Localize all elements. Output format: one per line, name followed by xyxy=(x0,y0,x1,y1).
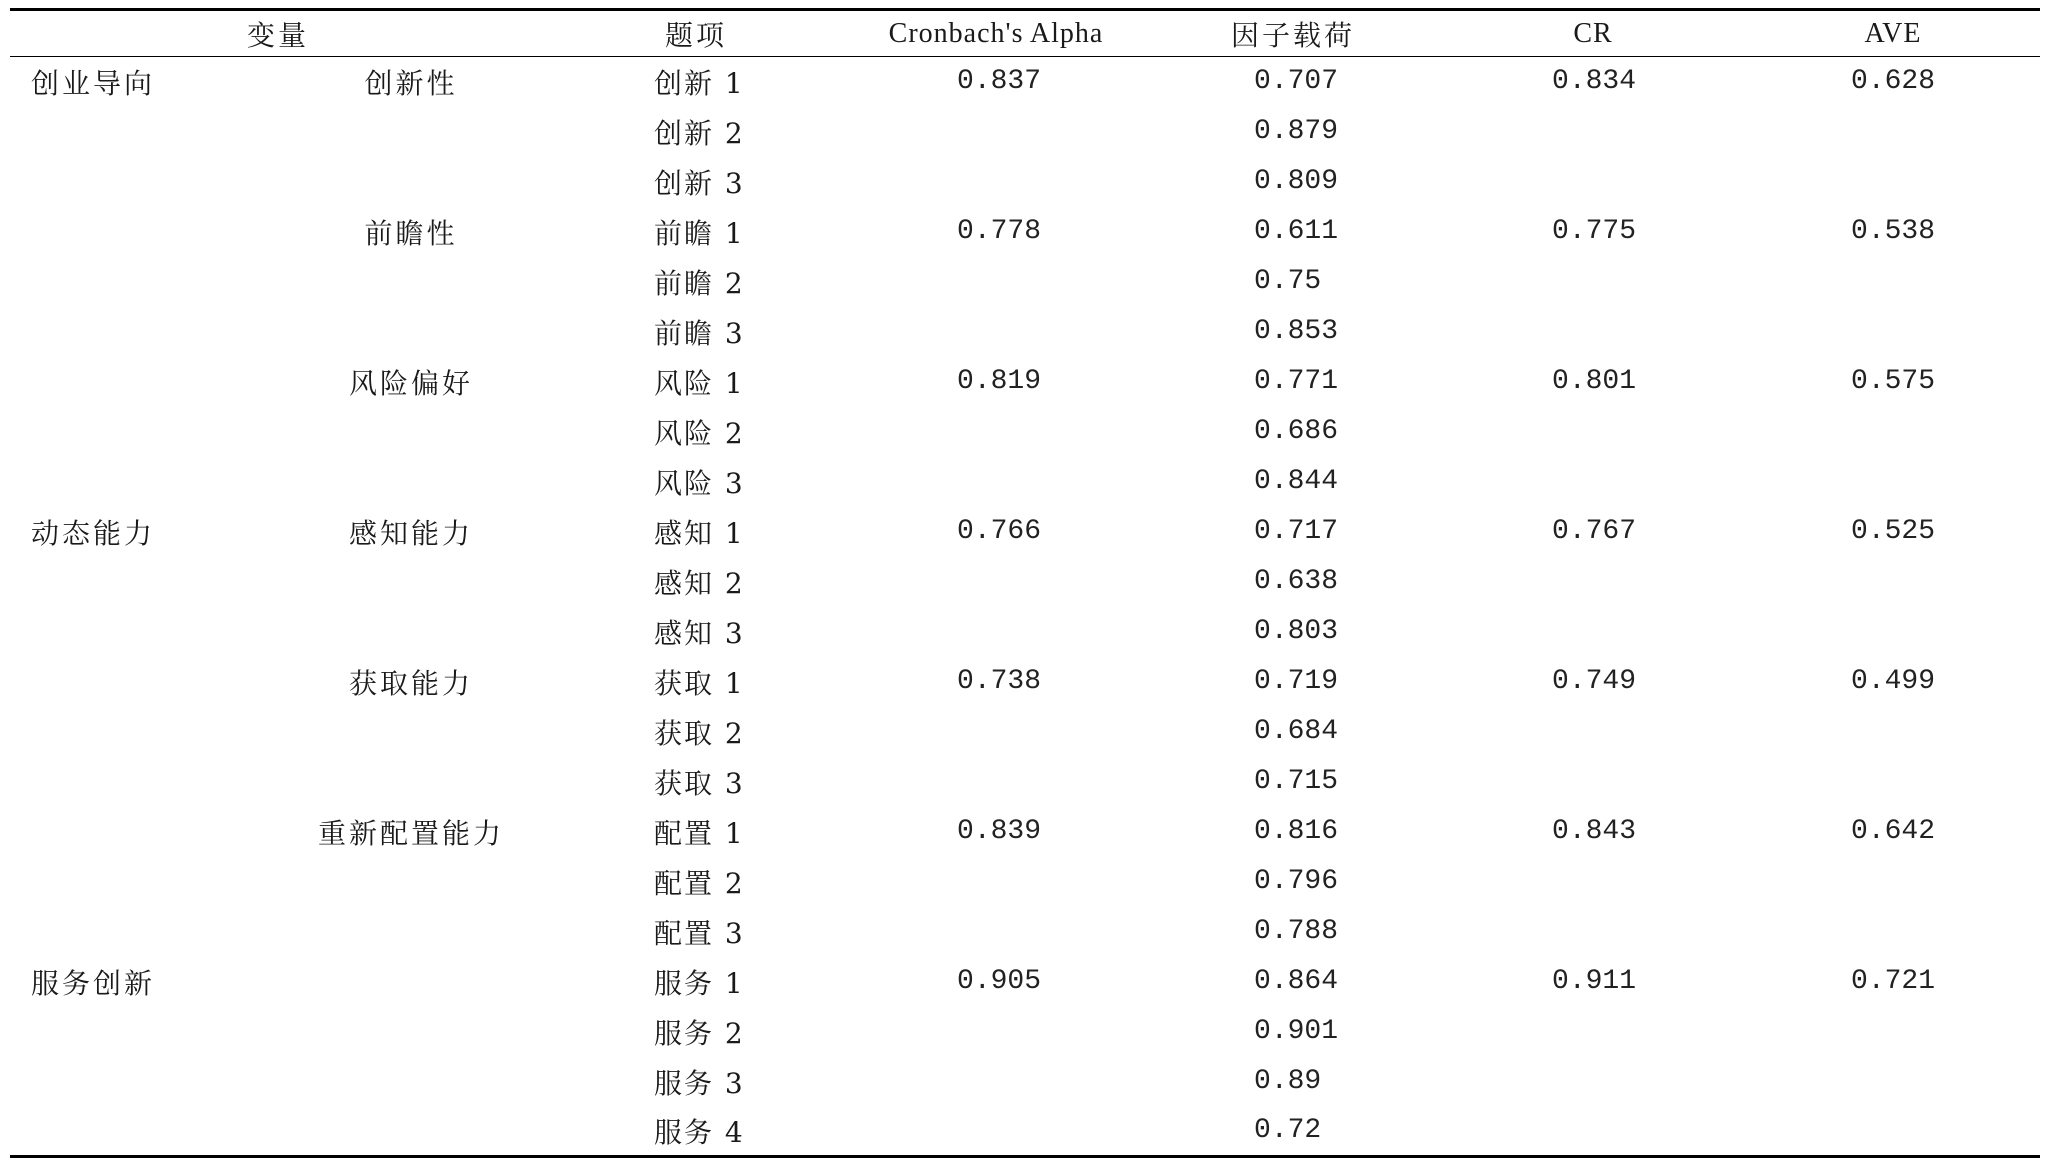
table-row xyxy=(10,757,2040,807)
ave-cell xyxy=(1746,307,2040,357)
header-loading: 因子载荷 xyxy=(1146,10,1440,57)
alpha-cell: 0.766 xyxy=(957,516,1042,547)
category-cell: 动态能力 xyxy=(31,516,156,550)
ave-cell: 0.499 xyxy=(1851,666,1936,697)
alpha-cell xyxy=(846,157,1146,207)
cr-cell: 0.749 xyxy=(1552,666,1637,697)
ave-cell xyxy=(1746,607,2040,657)
loading-cell: 0.715 xyxy=(1254,766,1339,797)
category-cell xyxy=(10,657,276,707)
alpha-cell xyxy=(846,1107,1146,1157)
cr-cell: 0.775 xyxy=(1552,216,1637,247)
loading-cell: 0.638 xyxy=(1254,566,1339,597)
table-header xyxy=(10,10,2040,57)
loading-cell: 0.611 xyxy=(1254,216,1339,247)
cr-cell: 0.911 xyxy=(1552,966,1637,997)
alpha-cell xyxy=(846,307,1146,357)
ave-cell: 0.721 xyxy=(1851,966,1936,997)
dimension-cell: 风险偏好 xyxy=(349,366,474,400)
alpha-cell: 0.839 xyxy=(957,816,1042,847)
loading-cell: 0.707 xyxy=(1254,66,1339,98)
item-cell: 创新 3 xyxy=(654,166,745,200)
table-row xyxy=(10,1107,2040,1157)
cr-cell xyxy=(1440,307,1746,357)
category-cell: 创业导向 xyxy=(31,66,156,100)
alpha-cell: 0.738 xyxy=(957,666,1042,697)
table-row xyxy=(10,657,2040,707)
cr-cell xyxy=(1440,457,1746,507)
dimension-cell xyxy=(276,1007,546,1057)
dimension-cell: 感知能力 xyxy=(349,516,474,550)
cr-cell xyxy=(1440,1007,1746,1057)
alpha-cell xyxy=(846,457,1146,507)
cr-cell: 0.767 xyxy=(1552,516,1637,547)
loading-cell: 0.853 xyxy=(1254,316,1339,347)
loading-cell: 0.684 xyxy=(1254,716,1339,747)
dimension-cell xyxy=(276,907,546,957)
ave-cell xyxy=(1746,1107,2040,1157)
category-cell xyxy=(10,607,276,657)
table-row xyxy=(10,257,2040,307)
loading-cell: 0.719 xyxy=(1254,666,1339,697)
ave-cell xyxy=(1746,407,2040,457)
alpha-cell xyxy=(846,1057,1146,1107)
ave-cell xyxy=(1746,457,2040,507)
alpha-cell xyxy=(846,107,1146,157)
ave-cell xyxy=(1746,257,2040,307)
alpha-cell xyxy=(846,857,1146,907)
alpha-cell: 0.778 xyxy=(957,216,1042,247)
category-cell xyxy=(10,1107,276,1157)
item-cell: 感知 1 xyxy=(654,516,745,550)
dimension-cell xyxy=(276,157,546,207)
table-row xyxy=(10,457,2040,507)
header-item: 题项 xyxy=(546,10,846,57)
table-row xyxy=(10,957,2040,1007)
header-alpha: Cronbach's Alpha xyxy=(846,10,1146,57)
ave-cell: 0.628 xyxy=(1851,66,1936,98)
table-row xyxy=(10,857,2040,907)
table-row xyxy=(10,407,2040,457)
cr-cell: 0.801 xyxy=(1552,366,1637,397)
item-cell: 配置 2 xyxy=(654,866,745,900)
ave-cell xyxy=(1746,907,2040,957)
alpha-cell xyxy=(846,707,1146,757)
dimension-cell xyxy=(276,457,546,507)
loading-cell: 0.844 xyxy=(1254,466,1339,497)
dimension-cell xyxy=(276,957,546,1007)
alpha-cell: 0.905 xyxy=(957,966,1042,997)
dimension-cell xyxy=(276,1057,546,1107)
loading-cell: 0.771 xyxy=(1254,366,1339,397)
category-cell xyxy=(10,107,276,157)
cr-cell: 0.834 xyxy=(1552,66,1637,98)
alpha-cell: 0.819 xyxy=(957,366,1042,397)
dimension-cell xyxy=(276,757,546,807)
table-row xyxy=(10,307,2040,357)
item-cell: 风险 3 xyxy=(654,466,745,500)
ave-cell xyxy=(1746,1007,2040,1057)
cr-cell xyxy=(1440,907,1746,957)
ave-cell: 0.525 xyxy=(1851,516,1936,547)
item-cell: 感知 3 xyxy=(654,616,745,650)
category-cell xyxy=(10,407,276,457)
loading-cell: 0.686 xyxy=(1254,416,1339,447)
table-row xyxy=(10,557,2040,607)
loading-cell: 0.901 xyxy=(1254,1016,1339,1047)
category-cell xyxy=(10,207,276,257)
item-cell: 获取 3 xyxy=(654,766,745,800)
alpha-cell xyxy=(846,257,1146,307)
ave-cell xyxy=(1746,707,2040,757)
dimension-cell xyxy=(276,557,546,607)
item-cell: 服务 2 xyxy=(654,1016,745,1050)
item-cell: 前瞻 2 xyxy=(654,266,745,300)
table-row xyxy=(10,807,2040,857)
category-cell xyxy=(10,257,276,307)
dimension-cell: 重新配置能力 xyxy=(318,816,505,850)
item-cell: 获取 2 xyxy=(654,716,745,750)
loading-cell: 0.816 xyxy=(1254,816,1339,847)
category-cell xyxy=(10,457,276,507)
alpha-cell xyxy=(846,407,1146,457)
dimension-cell: 创新性 xyxy=(364,66,458,100)
loading-cell: 0.72 xyxy=(1254,1115,1322,1147)
item-cell: 获取 1 xyxy=(654,666,745,700)
loading-cell: 0.864 xyxy=(1254,966,1339,997)
table-row xyxy=(10,907,2040,957)
table-row xyxy=(10,207,2040,257)
ave-cell: 0.575 xyxy=(1851,366,1936,397)
category-cell xyxy=(10,807,276,857)
item-cell: 风险 2 xyxy=(654,416,745,450)
category-cell xyxy=(10,1057,276,1107)
loading-cell: 0.788 xyxy=(1254,916,1339,947)
dimension-cell xyxy=(276,607,546,657)
alpha-cell xyxy=(846,607,1146,657)
table-row xyxy=(10,707,2040,757)
cr-cell xyxy=(1440,707,1746,757)
cr-cell xyxy=(1440,1107,1746,1157)
cr-cell xyxy=(1440,257,1746,307)
dimension-cell xyxy=(276,857,546,907)
item-cell: 创新 1 xyxy=(654,66,745,100)
cr-cell xyxy=(1440,1057,1746,1107)
ave-cell xyxy=(1746,1057,2040,1107)
ave-cell: 0.642 xyxy=(1851,816,1936,847)
loading-cell: 0.803 xyxy=(1254,616,1339,647)
table-row xyxy=(10,57,2040,107)
loading-cell: 0.796 xyxy=(1254,866,1339,897)
table-body xyxy=(10,57,2040,1157)
category-cell xyxy=(10,307,276,357)
loading-cell: 0.75 xyxy=(1254,266,1322,297)
ave-cell xyxy=(1746,757,2040,807)
category-cell xyxy=(10,1007,276,1057)
dimension-cell xyxy=(276,707,546,757)
table-row xyxy=(10,357,2040,407)
loading-cell: 0.879 xyxy=(1254,116,1339,147)
item-cell: 配置 1 xyxy=(654,816,745,850)
dimension-cell: 前瞻性 xyxy=(364,216,458,250)
item-cell: 创新 2 xyxy=(654,116,745,150)
dimension-cell xyxy=(276,307,546,357)
dimension-cell xyxy=(276,257,546,307)
ave-cell xyxy=(1746,857,2040,907)
cr-cell xyxy=(1440,107,1746,157)
item-cell: 服务 3 xyxy=(654,1066,745,1100)
cr-cell xyxy=(1440,407,1746,457)
table-row xyxy=(10,507,2040,557)
item-cell: 配置 3 xyxy=(654,916,745,950)
alpha-cell xyxy=(846,557,1146,607)
alpha-cell xyxy=(846,1007,1146,1057)
item-cell: 感知 2 xyxy=(654,566,745,600)
cr-cell xyxy=(1440,757,1746,807)
category-cell xyxy=(10,557,276,607)
ave-cell xyxy=(1746,107,2040,157)
cr-cell: 0.843 xyxy=(1552,816,1637,847)
category-cell xyxy=(10,857,276,907)
item-cell: 服务 4 xyxy=(654,1115,745,1149)
dimension-cell xyxy=(276,107,546,157)
category-cell xyxy=(10,357,276,407)
cr-cell xyxy=(1440,557,1746,607)
item-cell: 风险 1 xyxy=(654,366,745,400)
cr-cell xyxy=(1440,607,1746,657)
ave-cell xyxy=(1746,157,2040,207)
item-cell: 前瞻 1 xyxy=(654,216,745,250)
category-cell: 服务创新 xyxy=(31,966,156,1000)
dimension-cell: 获取能力 xyxy=(349,666,474,700)
header-cr: CR xyxy=(1440,10,1746,57)
category-cell xyxy=(10,757,276,807)
loading-cell: 0.717 xyxy=(1254,516,1339,547)
table-row xyxy=(10,107,2040,157)
header-row xyxy=(10,10,2040,57)
cr-cell xyxy=(1440,857,1746,907)
header-variable: 变量 xyxy=(10,10,546,57)
ave-cell: 0.538 xyxy=(1851,216,1936,247)
dimension-cell xyxy=(276,1107,546,1157)
loading-cell: 0.89 xyxy=(1254,1066,1322,1097)
table-row xyxy=(10,1057,2040,1107)
category-cell xyxy=(10,157,276,207)
dimension-cell xyxy=(276,407,546,457)
table-row xyxy=(10,607,2040,657)
alpha-cell xyxy=(846,907,1146,957)
table-row xyxy=(10,1007,2040,1057)
item-cell: 服务 1 xyxy=(654,966,745,1000)
category-cell xyxy=(10,707,276,757)
alpha-cell xyxy=(846,757,1146,807)
loading-cell: 0.809 xyxy=(1254,166,1339,197)
cr-cell xyxy=(1440,157,1746,207)
category-cell xyxy=(10,907,276,957)
reliability-validity-table xyxy=(10,8,2040,1158)
header-ave: AVE xyxy=(1746,10,2040,57)
table-row xyxy=(10,157,2040,207)
alpha-cell: 0.837 xyxy=(957,66,1042,98)
item-cell: 前瞻 3 xyxy=(654,316,745,350)
ave-cell xyxy=(1746,557,2040,607)
